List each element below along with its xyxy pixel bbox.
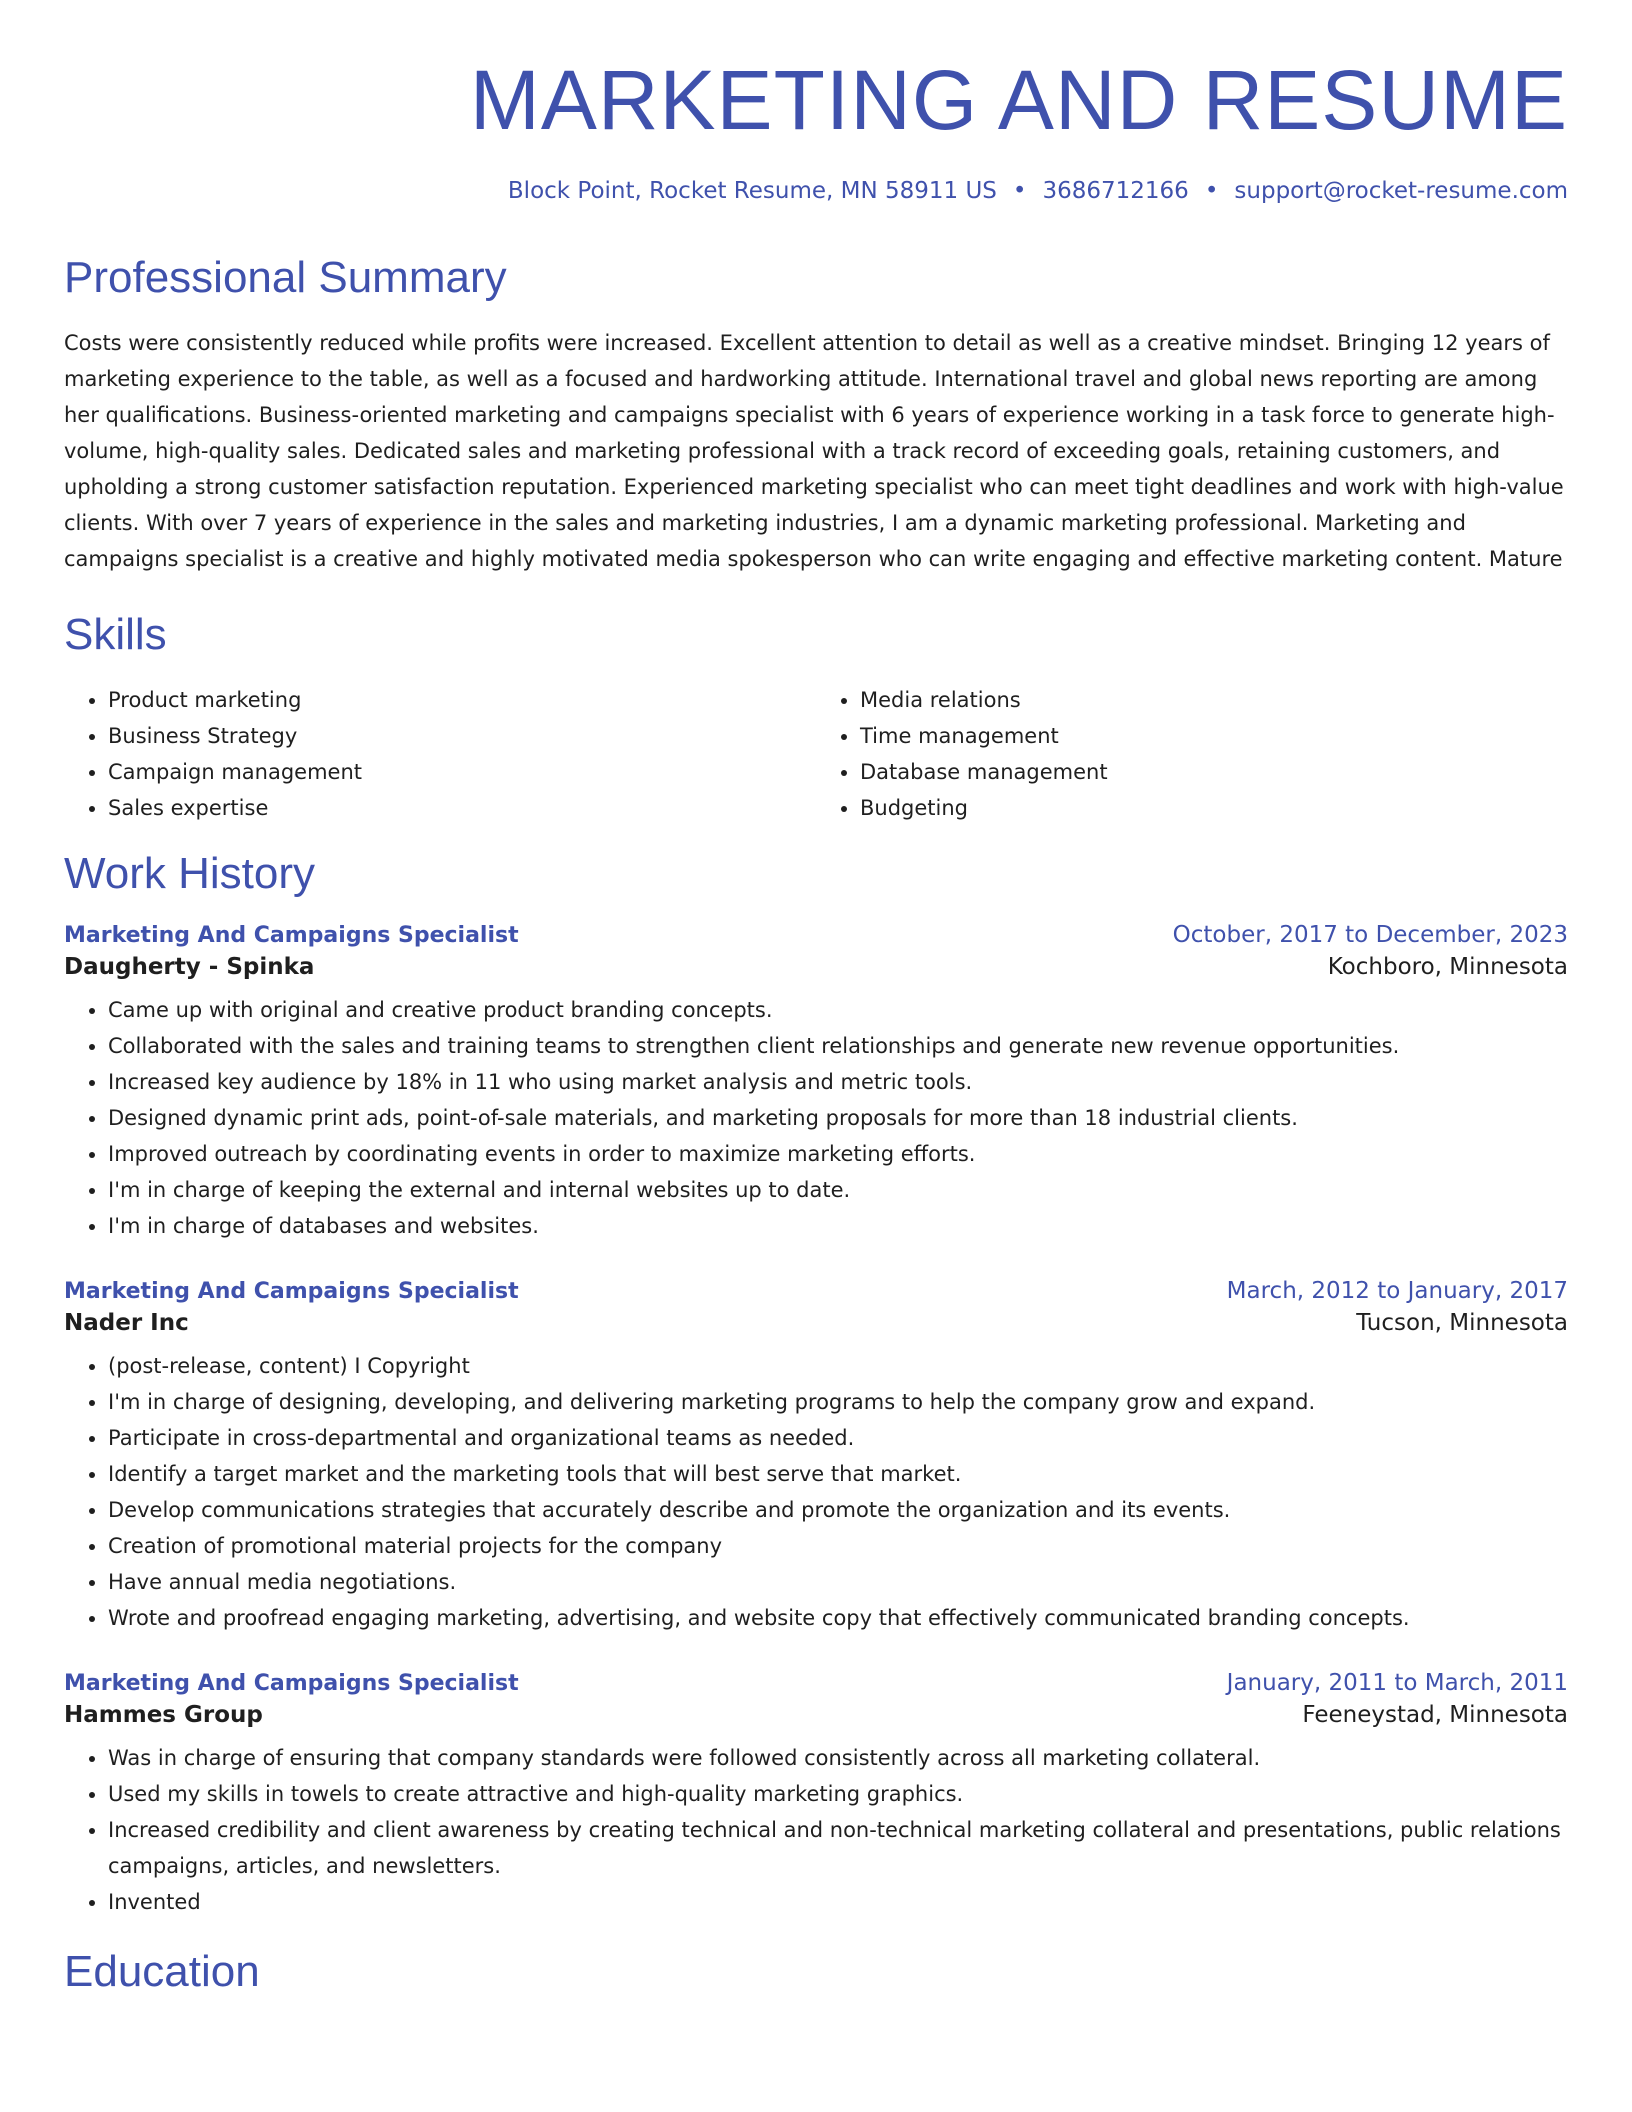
duties-list [64, 1740, 1568, 1920]
duty-item: • (post-release, content) I Copyright [108, 1348, 1568, 1384]
job-employer-row [64, 954, 1568, 980]
summary-heading: Professional Summary [64, 253, 507, 302]
candidate-name: MARKETING AND RESUME [469, 53, 1568, 147]
skills-list-left [64, 682, 816, 826]
contact-line [64, 178, 1568, 204]
job-entry [64, 1278, 1568, 1636]
job-dates: January, 2011 to March, 2011 [1226, 1670, 1568, 1697]
duty-item: • I'm in charge of databases and websites. [108, 1208, 1568, 1244]
job-location: Tucson, Minnesota [1356, 1310, 1568, 1337]
job-entry [64, 1670, 1568, 1920]
skill-item: • Product marketing [108, 682, 816, 718]
duty-item: • Collaborated with the sales and training teams to strengthen client relationships and generate new revenue opportunities. [108, 1028, 1568, 1064]
separator-dot: • [1204, 178, 1219, 204]
job-title-row [64, 922, 1568, 948]
skill-item: • Time management [860, 718, 1568, 754]
job-employer-row [64, 1702, 1568, 1728]
skills-list-right [816, 682, 1568, 826]
job-dates: October, 2017 to December, 2023 [1172, 922, 1568, 949]
duty-item: • Invented [108, 1884, 1568, 1920]
job-location: Kochboro, Minnesota [1327, 954, 1568, 981]
duty-item: • Was in charge of ensuring that company standards were followed consistently across all marketing collateral. [108, 1740, 1568, 1776]
job-entry [64, 922, 1568, 1244]
skill-item: • Database management [860, 754, 1568, 790]
duty-item: • I'm in charge of keeping the external and internal websites up to date. [108, 1172, 1568, 1208]
duty-item: • Participate in cross-departmental and organizational teams as needed. [108, 1420, 1568, 1456]
job-title: Marketing And Campaigns Specialist [64, 923, 519, 949]
skills-grid [64, 682, 1568, 826]
education-heading: Education [64, 1947, 260, 1997]
employer-name: Nader Inc [64, 1310, 189, 1337]
duty-item: • Came up with original and creative product branding concepts. [108, 992, 1568, 1028]
work-history-heading: Work History [64, 848, 315, 898]
skill-item: • Budgeting [860, 790, 1568, 826]
employer-name: Daugherty - Spinka [64, 954, 315, 981]
skill-item: • Campaign management [108, 754, 816, 790]
job-dates: March, 2012 to January, 2017 [1226, 1278, 1568, 1305]
duty-item: • Develop communications strategies that accurately describe and promote the organization and its events. [108, 1492, 1568, 1528]
skills-heading: Skills [64, 609, 167, 659]
employer-name: Hammes Group [64, 1702, 263, 1729]
summary-text: Costs were consistently reduced while profits were increased. Excellent attention to detail as well as a creative mindset. Bringing 12 years of marketing experience to the table, as well as a focused and hardworking attitude. International travel and global news reporting are among her qualifications. Business-oriented marketing and campaigns specialist with 6 years of experience working in a task force to generate high-volume, high-quality sales. Dedicated sales and marketing professional with a track record of exceeding goals, retaining customers, and upholding a strong customer satisfaction reputation. Experienced marketing specialist who can meet tight deadlines and work with high-value clients. With over 7 years of experience in the sales and marketing industries, I am a dynamic marketing professional. Marketing and campaigns specialist is a creative and highly motivated media spokesperson who can write engaging and effective marketing content. Mature [64, 330, 1564, 571]
duty-item: • Identify a target market and the marketing tools that will best serve that market. [108, 1456, 1568, 1492]
duty-item: • Used my skills in towels to create attractive and high-quality marketing graphics. [108, 1776, 1568, 1812]
address-text: Block Point, Rocket Resume, MN 58911 US [507, 178, 997, 204]
email-link[interactable]: support@rocket-resume.com [1234, 178, 1568, 204]
duty-item: • I'm in charge of designing, developing, and delivering marketing programs to help the company grow and expand. [108, 1384, 1568, 1420]
duty-item: • Wrote and proofread engaging marketing, advertising, and website copy that effectively communicated branding concepts. [108, 1600, 1568, 1636]
skill-item: • Business Strategy [108, 718, 816, 754]
job-title-row [64, 1670, 1568, 1696]
job-title: Marketing And Campaigns Specialist [64, 1671, 519, 1697]
duty-item: • Designed dynamic print ads, point-of-sale materials, and marketing proposals for more than 18 industrial clients. [108, 1100, 1568, 1136]
skill-item: • Media relations [860, 682, 1568, 718]
job-employer-row [64, 1310, 1568, 1336]
duty-item: • Increased credibility and client awareness by creating technical and non-technical marketing collateral and presentations, public relations campaigns, articles, and newsletters. [108, 1812, 1568, 1884]
phone-text: 3686712166 [1042, 178, 1189, 204]
duties-list [64, 992, 1568, 1244]
resume-page [64, 0, 1568, 1999]
job-title-row [64, 1278, 1568, 1304]
job-title: Marketing And Campaigns Specialist [64, 1279, 519, 1305]
duty-item: • Creation of promotional material projects for the company [108, 1528, 1568, 1564]
duty-item: • Have annual media negotiations. [108, 1564, 1568, 1600]
resume-header [64, 0, 1568, 204]
duty-item: • Improved outreach by coordinating events in order to maximize marketing efforts. [108, 1136, 1568, 1172]
duties-list [64, 1348, 1568, 1636]
separator-dot: • [1012, 178, 1027, 204]
job-location: Feeneystad, Minnesota [1302, 1702, 1568, 1729]
skill-item: • Sales expertise [108, 790, 816, 826]
duty-item: • Increased key audience by 18% in 11 who using market analysis and metric tools. [108, 1064, 1568, 1100]
